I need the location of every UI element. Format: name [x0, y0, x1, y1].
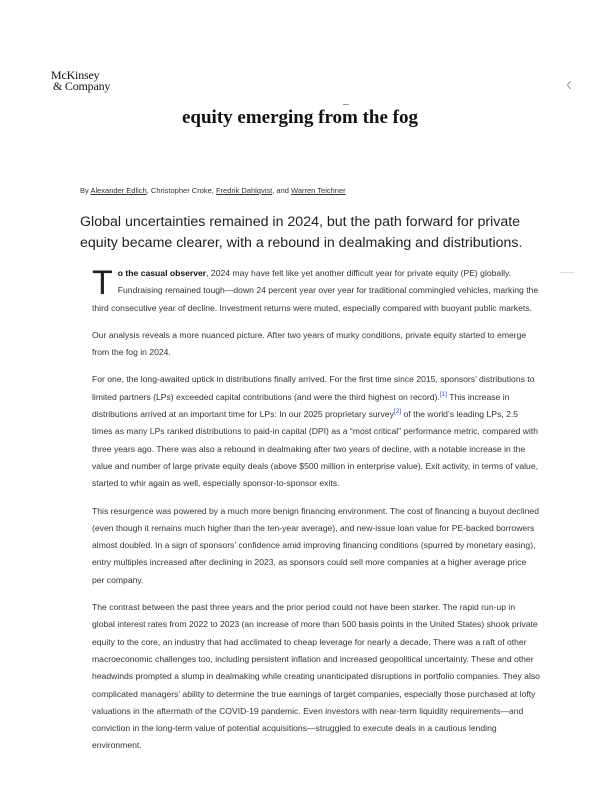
paragraph-1: [92, 265, 540, 317]
drop-cap: T: [92, 264, 113, 302]
author-link-edlich[interactable]: Alexander Edlich: [90, 186, 147, 195]
paragraph-3-text-a: For one, the long-awaited uptick in distributions finally arrived. For the first time since 2015, sponsors’ distributions to limited partners (LPs) exceeded capital contributions (and were the third highest on record).: [92, 374, 535, 402]
footnote-ref-2[interactable]: [2]: [393, 408, 402, 416]
paragraph-5: The contrast between the past three years and the prior period could not have been starker. The rapid run-up in global interest rates from 2022 to 2023 (an increase of more than 500 basis points in the United States) shook private equity to the core, an industry that had acclimated to cheap leverage for nearly a decade. There was a raft of other macroeconomic challenges too, including persistent inflation and increased geopolitical uncertainty. These and other headwinds prompted a slump in dealmaking while creating unanticipated disruptions in portfolio companies. They also complicated managers’ ability to determine the true earnings of target companies, especially those purchased at lofty valuations in the aftermath of the COVID-19 pandemic. Even investors with near-term liquidity requirements—and conviction in the long-term value of potential acquisitions—struggled to execute deals in a cautious lending environment.: [92, 602, 540, 751]
author-croke: Christopher Croke: [150, 186, 212, 195]
author-link-dahlqvist[interactable]: Fredrik Dahlqvist: [215, 186, 273, 195]
logo-line-1: McKinsey: [51, 68, 100, 82]
byline-sep: , and: [272, 186, 289, 195]
logo-line-2: & Company: [53, 79, 111, 93]
article-lede: Global uncertainties remained in 2024, but the path forward for private equity became clearer, with a rebound in dealmaking and distributions.: [80, 214, 523, 251]
paragraph-2: Our analysis reveals a more nuanced picture. After two years of murky conditions, private equity started to emerge from the fog in 2024.: [92, 329, 527, 358]
paragraph-1-text: , 2024 may have felt like yet another difficult year for private equity (PE) globally. Fundraising remained tough—down 24 percent year over year for traditional commingled vehicles, marking the third consecutive year of decline. Investment returns were muted, especially compared with buoyant public markets.: [92, 268, 539, 313]
mckinsey-logo[interactable]: [51, 70, 110, 92]
paragraph-3-text-b: This increase in distributions arrived at an important time for LPs: In our 2025 proprietary survey: [92, 391, 510, 420]
author-link-teichner[interactable]: Warren Teichner: [291, 186, 346, 195]
paragraph-3: [92, 371, 540, 492]
paragraph-4: This resurgence was powered by a much more benign financing environment. The cost of financing a buyout declined (even though it remains much higher than the ten-year average), and new-issue loan value for PE-backed borrowers almost doubled. In a sign of sponsors’ confidence amid improving financing conditions (spurred by monetary easing), entry multiples increased after declining in 2023, as sponsors could sell more companies at a higher average price per company.: [92, 505, 539, 585]
byline: [80, 186, 346, 195]
title-mark: [343, 104, 349, 105]
byline-prefix: By: [80, 186, 89, 195]
paragraph-3-text-c: of the world’s leading LPs, 2.5 times as many LPs ranked distributions to paid-in capital (DPI) as a “most critical” performance metric, compared with three years ago. There was also a rebound in dealmaking after two years of decline, with a notable increase in the value and number of large private equity deals (above $500 million in enterprise value). Exit activity, in terms of value, started to whir again as well, especially sponsor-to-sponsor exits.: [92, 409, 539, 489]
article-body: [92, 265, 540, 765]
lead-in: o the casual observer: [117, 268, 207, 278]
chevron-left-icon[interactable]: [565, 80, 573, 90]
article-title: equity emerging from the fog: [181, 107, 419, 128]
footnote-ref-1[interactable]: [1]: [439, 390, 447, 398]
byline-sep: ,: [146, 186, 149, 195]
side-mark: [560, 272, 574, 273]
byline-sep: ,: [211, 186, 214, 195]
